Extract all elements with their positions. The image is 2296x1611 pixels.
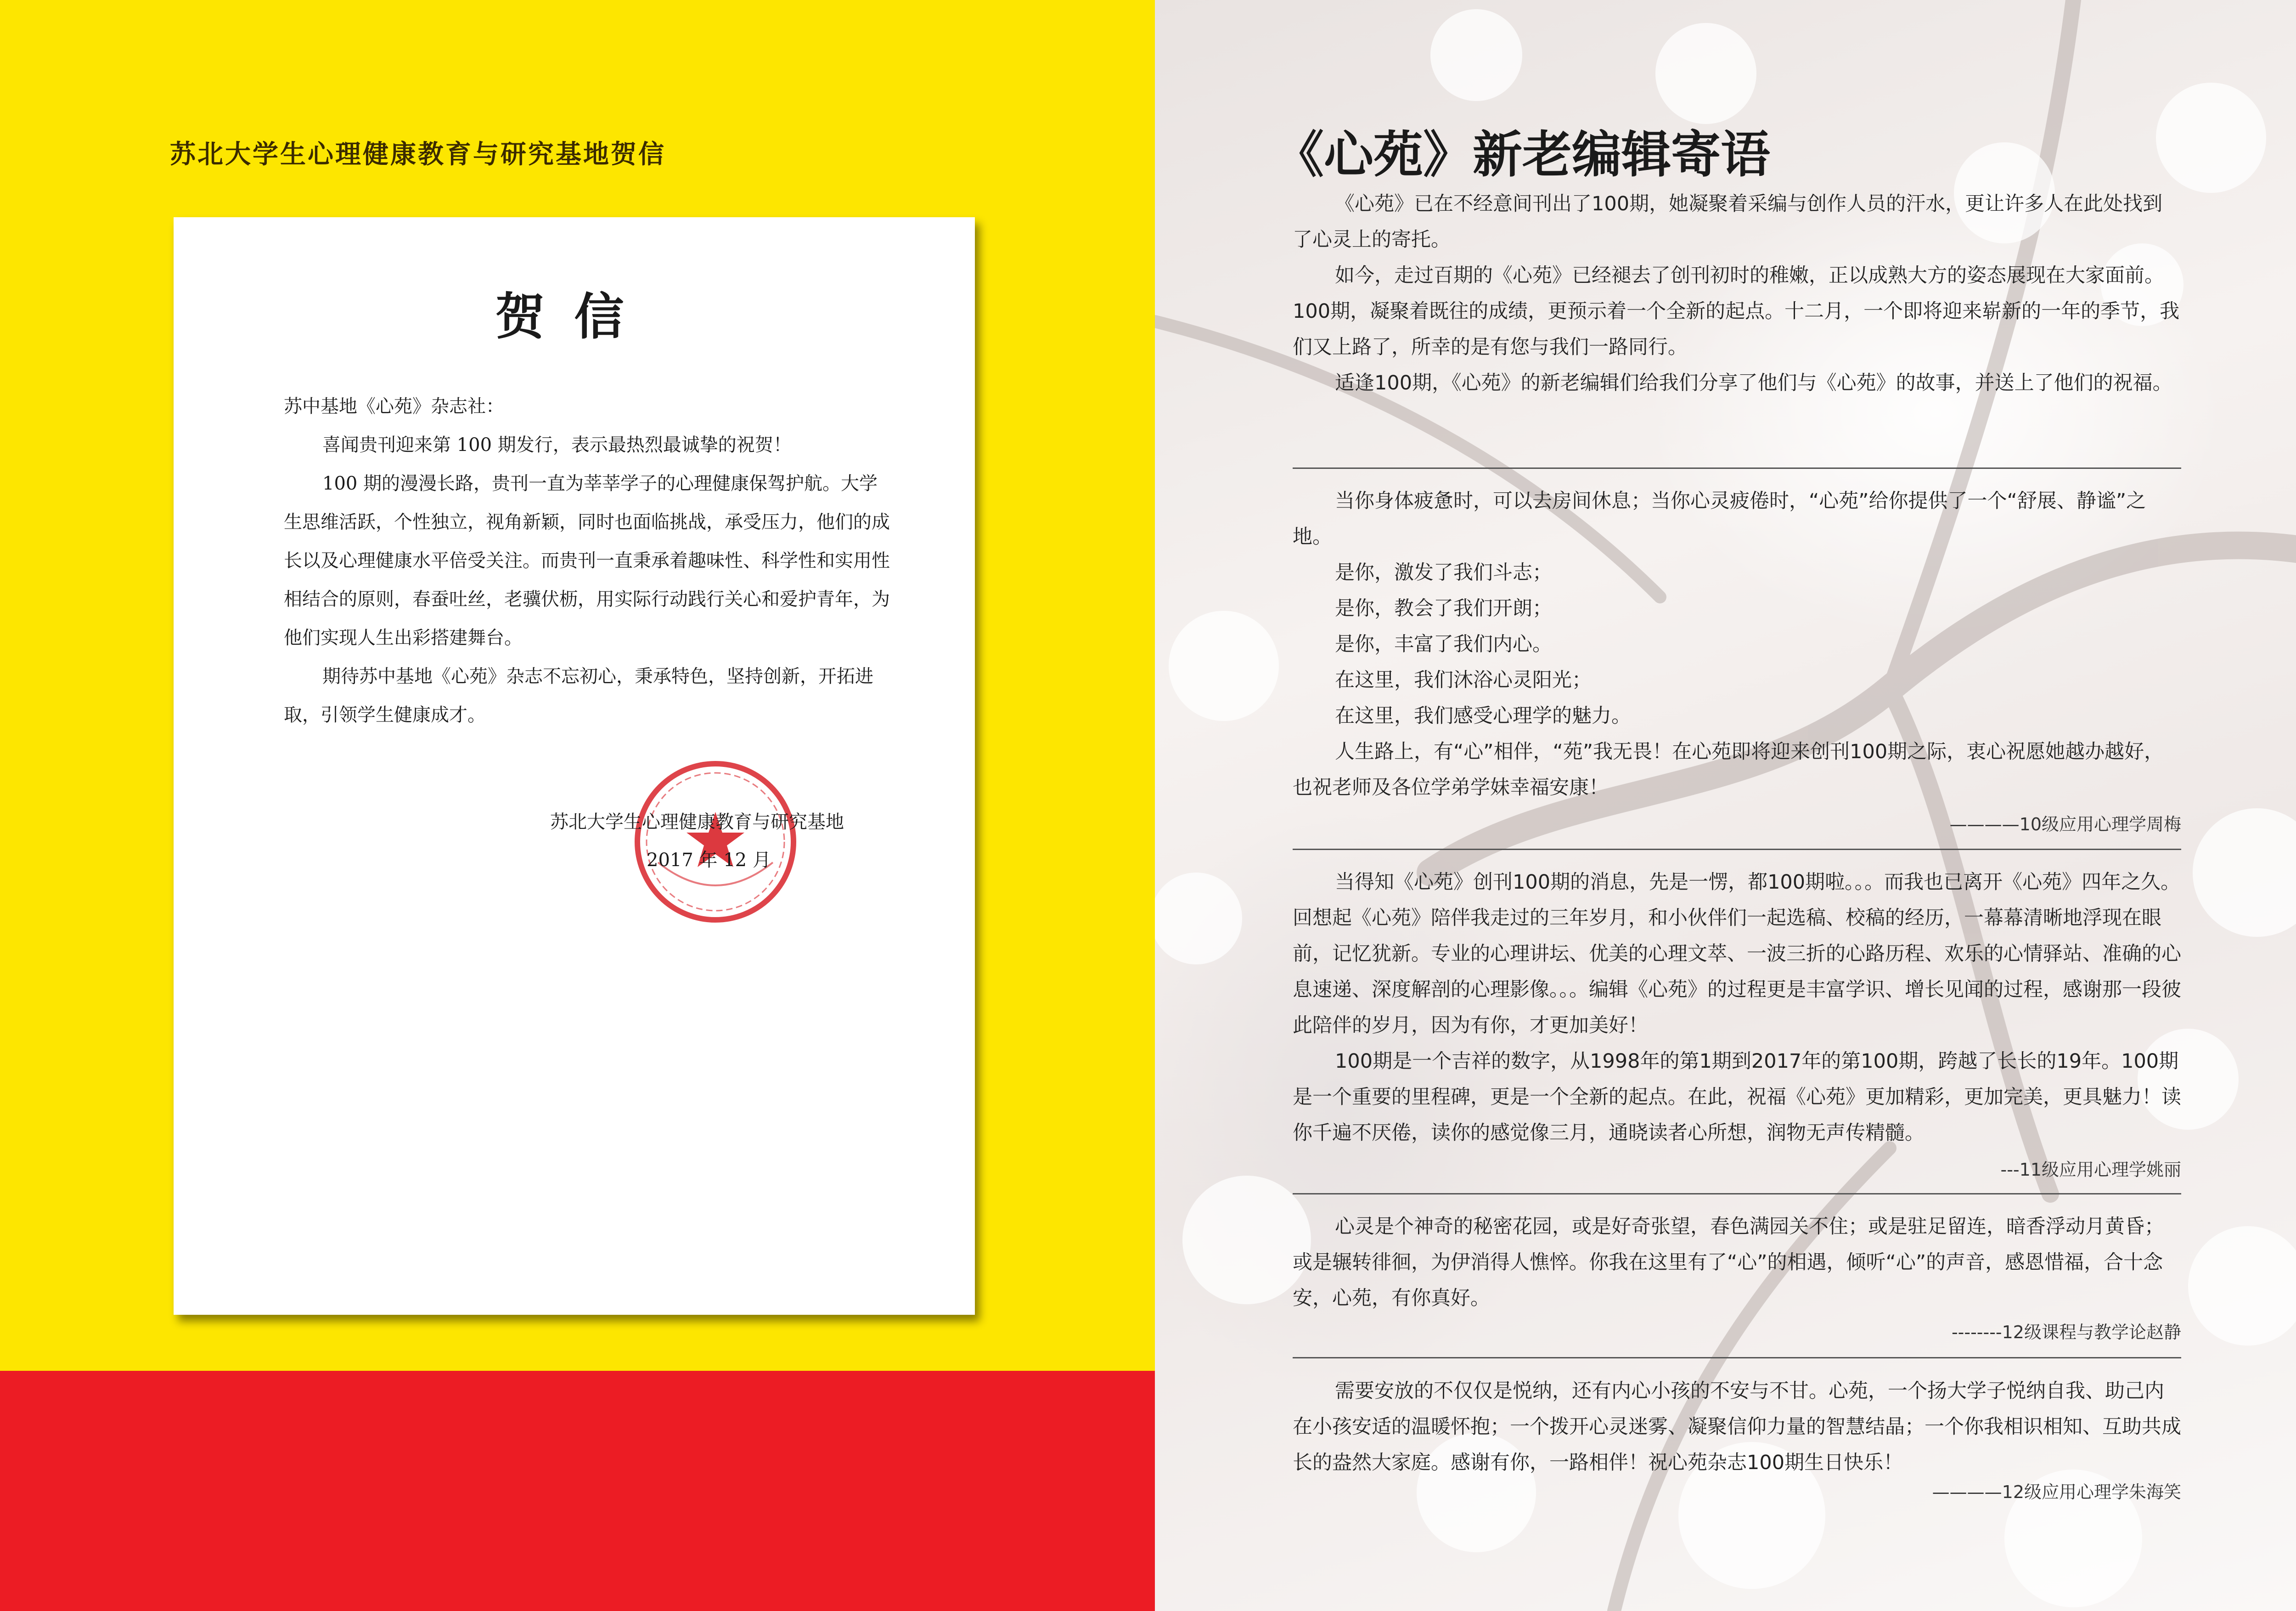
message-line: 当得知《心苑》创刊100期的消息，先是一愣，都100期啦。。。而我也已离开《心苑》四年之久。回想起《心苑》陪伴我走过的三年岁月，和小伙伴们一起选稿、校稿的经历，一幕幕清晰地浮现在眼前，记忆犹新。专业的心理讲坛、优美的心理文萃、一波三折的心路历程、欢乐的心情驿站、准确的心息速递、深度解剖的心理影像。。。编辑《心苑》的过程更是丰富学识、增长见闻的过程，感谢那一段彼此陪伴的岁月，因为有你，才更加美好！ — [1293, 871, 2181, 1037]
letter-signature-org: 苏北大学生心理健康教育与研究基地 — [550, 811, 844, 833]
section-divider — [1293, 468, 2181, 469]
message-line: 是你，丰富了我们内心。 — [1335, 633, 1552, 656]
right-page — [1155, 0, 2296, 1611]
letter-paragraph: 100 期的漫漫长路，贵刊一直为莘莘学子的心理健康保驾护航。大学生思维活跃，个性独立，视角新颖，同时也面临挑战，承受压力，他们的成长以及心理健康水平倍受关注。而贵刊一直秉承着趣味性、科学性和实用性相结合的原则，春蚕吐丝，老骥伏枥，用实际行动践行关心和爱护青年，为他们实现人生出彩搭建舞台。 — [284, 473, 890, 648]
message-3 — [1293, 1209, 2181, 1316]
letter-salutation: 苏中基地《心苑》杂志社： — [284, 396, 504, 417]
message-1 — [1293, 483, 2181, 806]
intro-paragraph: 适逢100期，《心苑》的新老编辑们给我们分享了他们与《心苑》的故事，并送上了他们的祝福。 — [1335, 372, 2172, 394]
message-2-signature: ---11级应用心理学姚丽 — [2000, 1160, 2181, 1180]
message-4-signature: ————12级应用心理学朱海笑 — [1932, 1482, 2181, 1502]
red-band — [0, 1371, 1155, 1611]
message-line: 心灵是个神奇的秘密花园，或是好奇张望，春色满园关不住；或是驻足留连，暗香浮动月黄昏；或是辗转徘徊，为伊消得人憔悴。你我在这里有了“心”的相遇，倾听“心”的声音，感恩惜福，合十念安，心苑，有你真好。 — [1293, 1215, 2164, 1310]
section-divider — [1293, 1193, 2181, 1194]
message-2 — [1293, 864, 2181, 1151]
letter-signature-date: 2017 年 12 月 — [647, 850, 771, 871]
message-line: 是你，教会了我们开朗； — [1335, 597, 1552, 620]
intro-paragraph: 《心苑》已在不经意间刊出了100期，她凝聚着采编与创作人员的汗水，更让许多人在此处找到了心灵上的寄托。 — [1293, 192, 2163, 251]
message-1-signature: ————10级应用心理学周梅 — [1949, 814, 2181, 834]
section-divider — [1293, 849, 2181, 850]
congratulatory-letter — [174, 217, 975, 1315]
message-line: 是你，激发了我们斗志； — [1335, 561, 1552, 584]
message-line: 在这里，我们感受心理学的魅力。 — [1335, 704, 1631, 727]
letter-paragraph: 期待苏中基地《心苑》杂志不忘初心，秉承特色，坚持创新，开拓进取，引领学生健康成才。 — [284, 666, 873, 726]
message-line: 需要安放的不仅仅是悦纳，还有内心小孩的不安与不甘。心苑，一个扬大学子悦纳自我、助己内在小孩安适的温暖怀抱；一个拨开心灵迷雾、凝聚信仰力量的智慧结晶；一个你我相识相知、互助共成长的盎然大家庭。感谢有你，一路相伴！祝心苑杂志100期生日快乐！ — [1293, 1380, 2181, 1474]
right-page-title: 《心苑》新老编辑寄语 — [1274, 126, 1771, 184]
intro-paragraph: 如今，走过百期的《心苑》已经褪去了创刊初时的稚嫩，正以成熟大方的姿态展现在大家面前。100期，凝聚着既往的成绩，更预示着一个全新的起点。十二月，一个即将迎来崭新的一年的季节，我们又上路了，所幸的是有您与我们一路同行。 — [1293, 264, 2180, 359]
intro-section — [1293, 186, 2181, 401]
official-seal-stamp — [630, 757, 800, 927]
message-line: 人生路上，有“心”相伴，“苑”我无畏！在心苑即将迎来创刊100期之际，衷心祝愿她越办越好，也祝老师及各位学弟学妹幸福安康！ — [1293, 740, 2164, 799]
section-divider — [1293, 1357, 2181, 1358]
message-line: 100期是一个吉祥的数字，从1998年的第1期到2017年的第100期，跨越了长长的19年。100期是一个重要的里程碑，更是一个全新的起点。在此，祝福《心苑》更加精彩，更加完美，更具魅力！读你千遍不厌倦，读你的感觉像三月，通晓读者心所想，润物无声传精髓。 — [1293, 1050, 2181, 1144]
letter-paragraph: 喜闻贵刊迎来第 100 期发行，表示最热烈最诚挚的祝贺！ — [322, 434, 792, 456]
message-line: 在这里，我们沐浴心灵阳光； — [1335, 669, 1592, 692]
letter-title: 贺信 — [495, 288, 653, 346]
letter-body — [284, 387, 895, 734]
message-4 — [1293, 1373, 2181, 1481]
left-page-heading: 苏北大学生心理健康教育与研究基地贺信 — [170, 139, 666, 169]
message-line: 当你身体疲惫时，可以去房间休息；当你心灵疲倦时，“心苑”给你提供了一个“舒展、静谧”之地。 — [1293, 490, 2146, 548]
message-3-signature: --------12级课程与教学论赵静 — [1951, 1322, 2181, 1342]
